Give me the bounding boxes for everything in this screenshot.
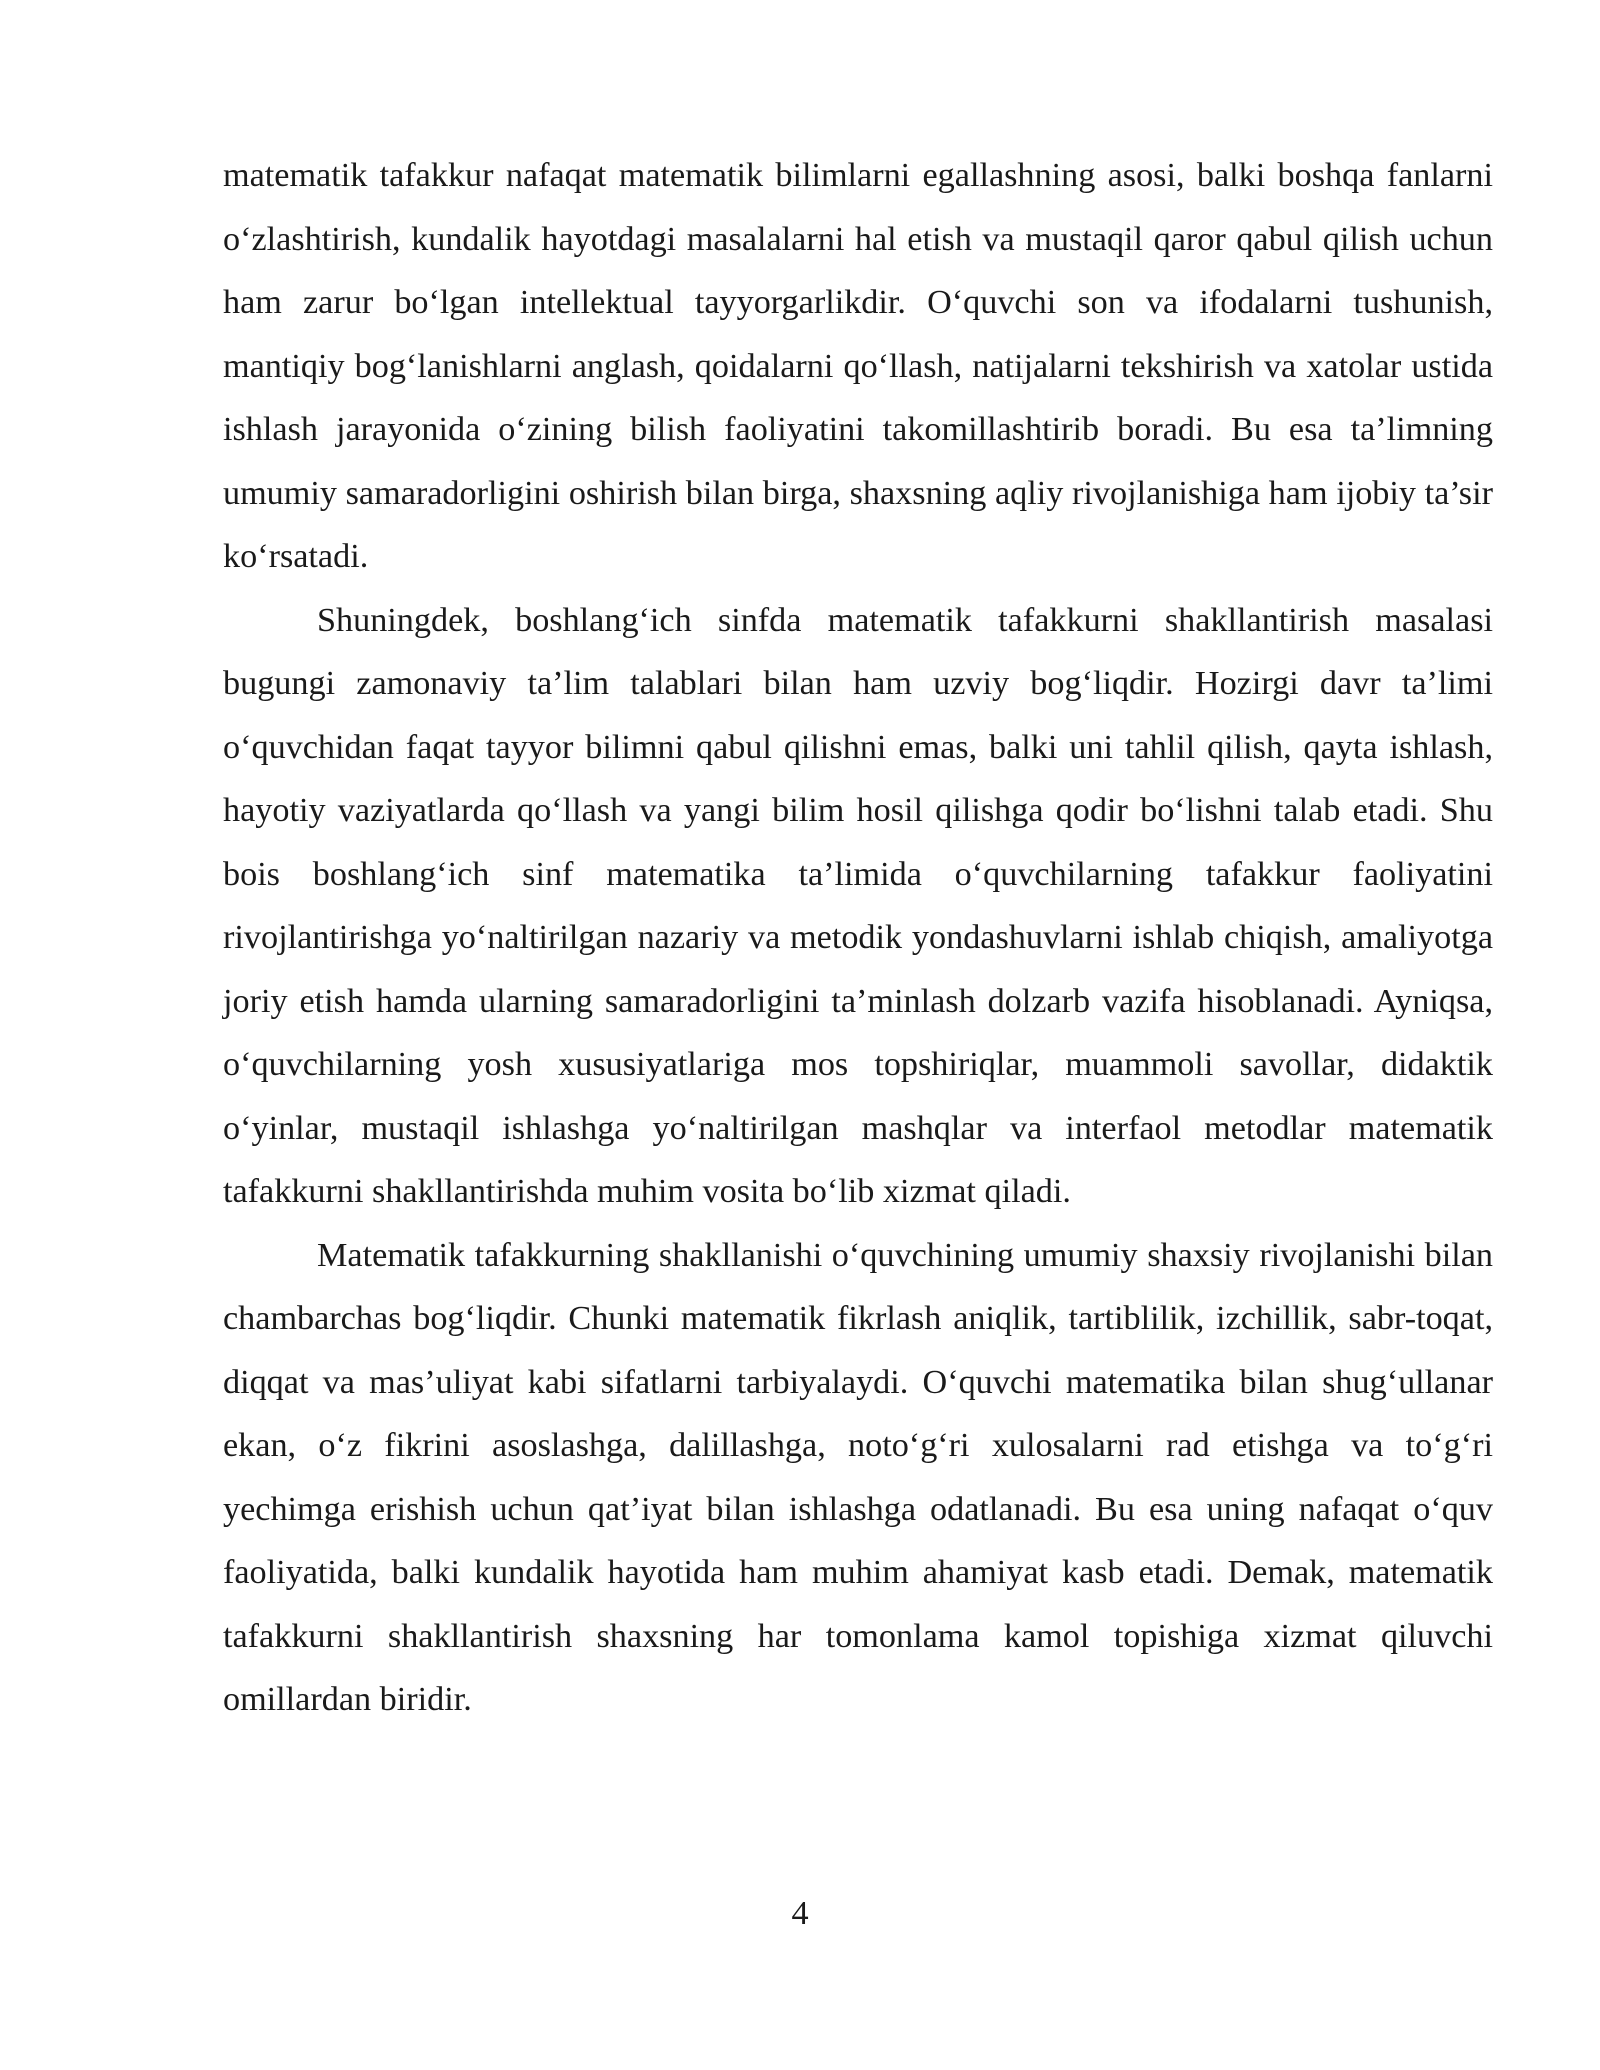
page-number: 4 — [791, 1895, 809, 1932]
paragraph-continued: matematik tafakkur nafaqat matematik bilimlarni egallashning asosi, balki boshqa fanlarni o‘zlashtirish, kundalik hayotdagi masalalarni hal etish va mustaqil qaror qabul qilish uchun ham zarur bo‘lgan intellektual tayyorgarlikdir. O‘quvchi son va ifodalarni tushunish, mantiqiy bog‘lanishlarni anglash, qoidalarni qo‘llash, natijalarni tekshirish va xatolar ustida ishlash jarayonida o‘zining bilish faoliyatini takomillashtirib boradi. Bu esa ta’limning umumiy samaradorligini oshirish bilan birga, shaxsning aqliy rivojlanishiga ham ijobiy ta’sir ko‘rsatadi. — [223, 157, 1493, 575]
paragraph: Shuningdek, boshlang‘ich sinfda matematik tafakkurni shakllantirish masalasi bugungi zamonaviy ta’lim talablari bilan ham uzviy bog‘liqdir. Hozirgi davr ta’limi o‘quvchidan faqat tayyor bilimni qabul qilishni emas, balki uni tahlil qilish, qayta ishlash, hayotiy vaziyatlarda qo‘llash va yangi bilim hosil qilishga qodir bo‘lishni talab etadi. Shu bois boshlang‘ich sinf matematika ta’limida o‘quvchilarning tafakkur faoliyatini rivojlantirishga yo‘naltirilgan nazariy va metodik yondashuvlarni ishlab chiqish, amaliyotga joriy etish hamda ularning samaradorligini ta’minlash dolzarb vazifa hisoblanadi. Ayniqsa, o‘quvchilarning yosh xususiyatlariga mos topshiriqlar, muammoli savollar, didaktik o‘yinlar, mustaqil ishlashga yo‘naltirilgan mashqlar va interfaol metodlar matematik tafakkurni shakllantirishda muhim vosita bo‘lib xizmat qiladi. — [223, 601, 1493, 1210]
body-text — [223, 144, 1493, 1732]
paragraph: Matematik tafakkurning shakllanishi o‘quvchining umumiy shaxsiy rivojlanishi bilan chambarchas bog‘liqdir. Chunki matematik fikrlash aniqlik, tartiblilik, izchillik, sabr-toqat, diqqat va mas’uliyat kabi sifatlarni tarbiyalaydi. O‘quvchi matematika bilan shug‘ullanar ekan, o‘z fikrini asoslashga, dalillashga, noto‘g‘ri xulosalarni rad etishga va to‘g‘ri yechimga erishish uchun qat’iyat bilan ishlashga odatlanadi. Bu esa uning nafaqat o‘quv faoliyatida, balki kundalik hayotida ham muhim ahamiyat kasb etadi. Demak, matematik tafakkurni shakllantirish shaxsning har tomonlama kamol topishiga xizmat qiluvchi omillardan biridir. — [223, 1236, 1493, 1718]
